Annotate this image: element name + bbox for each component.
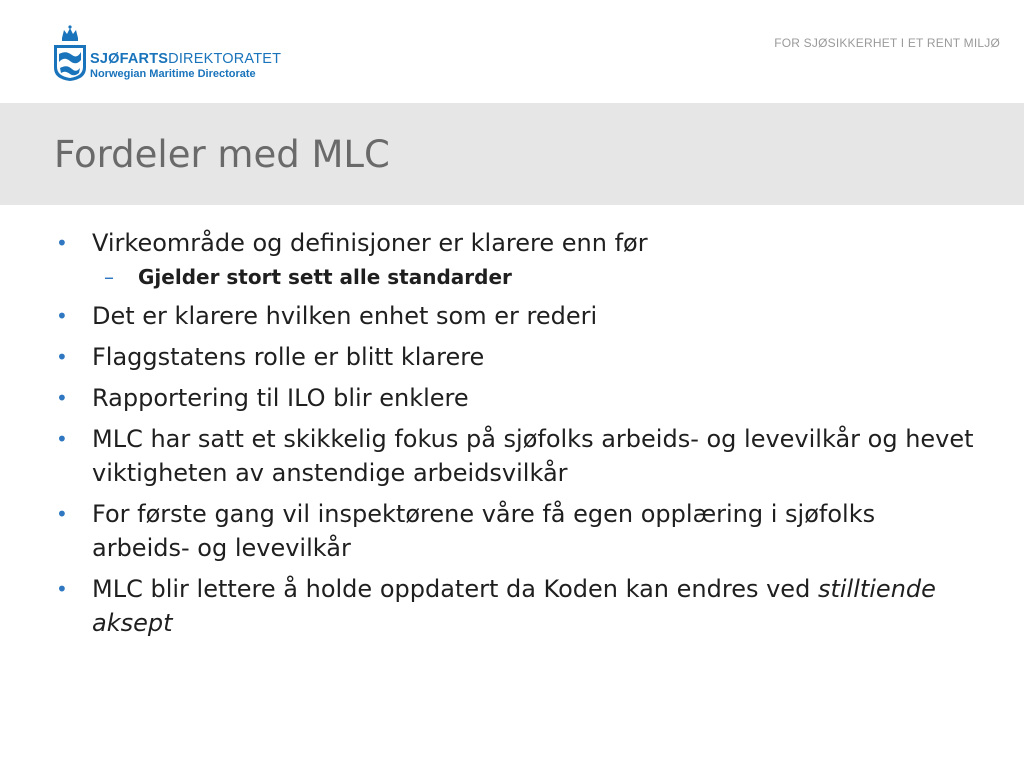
bullet-dot-icon: • xyxy=(56,386,68,410)
bullet-dot-icon: • xyxy=(56,304,68,328)
bullet-item: • MLC blir lettere å holde oppdatert da Koden kan endres ved stilltiende aksept xyxy=(56,572,976,640)
bullet-item: • Det er klarere hvilken enhet som er rederi xyxy=(56,299,976,333)
logo-name: SJØFARTSDIREKTORATET xyxy=(90,51,282,67)
bullet-item: • For første gang vil inspektørene våre få egen opplæring i sjøfolks arbeids- og levevilkår xyxy=(56,497,976,565)
sub-bullet-item: – Gjelder stort sett alle standarder xyxy=(104,265,512,289)
logo xyxy=(52,24,292,84)
bullet-item: • Rapportering til ILO blir enklere xyxy=(56,381,976,415)
bullet-dot-icon: • xyxy=(56,231,68,255)
crown-shield-icon xyxy=(52,24,88,82)
title-band xyxy=(0,103,1024,205)
bullet-item: • Flaggstatens rolle er blitt klarere xyxy=(56,340,976,374)
bullet-dot-icon: • xyxy=(56,502,68,526)
bullet-dot-icon: • xyxy=(56,427,68,451)
slide-title: Fordeler med MLC xyxy=(54,133,390,176)
bullet-dot-icon: • xyxy=(56,345,68,369)
bullet-item: • Virkeområde og definisjoner er klarere enn før xyxy=(56,226,976,260)
dash-icon: – xyxy=(104,265,114,289)
bullet-dot-icon: • xyxy=(56,577,68,601)
tagline: FOR SJØSIKKERHET I ET RENT MILJØ xyxy=(774,36,1000,50)
bullet-list xyxy=(56,226,976,647)
logo-subtitle: Norwegian Maritime Directorate xyxy=(90,68,256,80)
bullet-item: • MLC har satt et skikkelig fokus på sjøfolks arbeids- og levevilkår og hevet viktigheten av anstendige arbeidsvilkår xyxy=(56,422,976,490)
logo-text xyxy=(90,51,281,81)
